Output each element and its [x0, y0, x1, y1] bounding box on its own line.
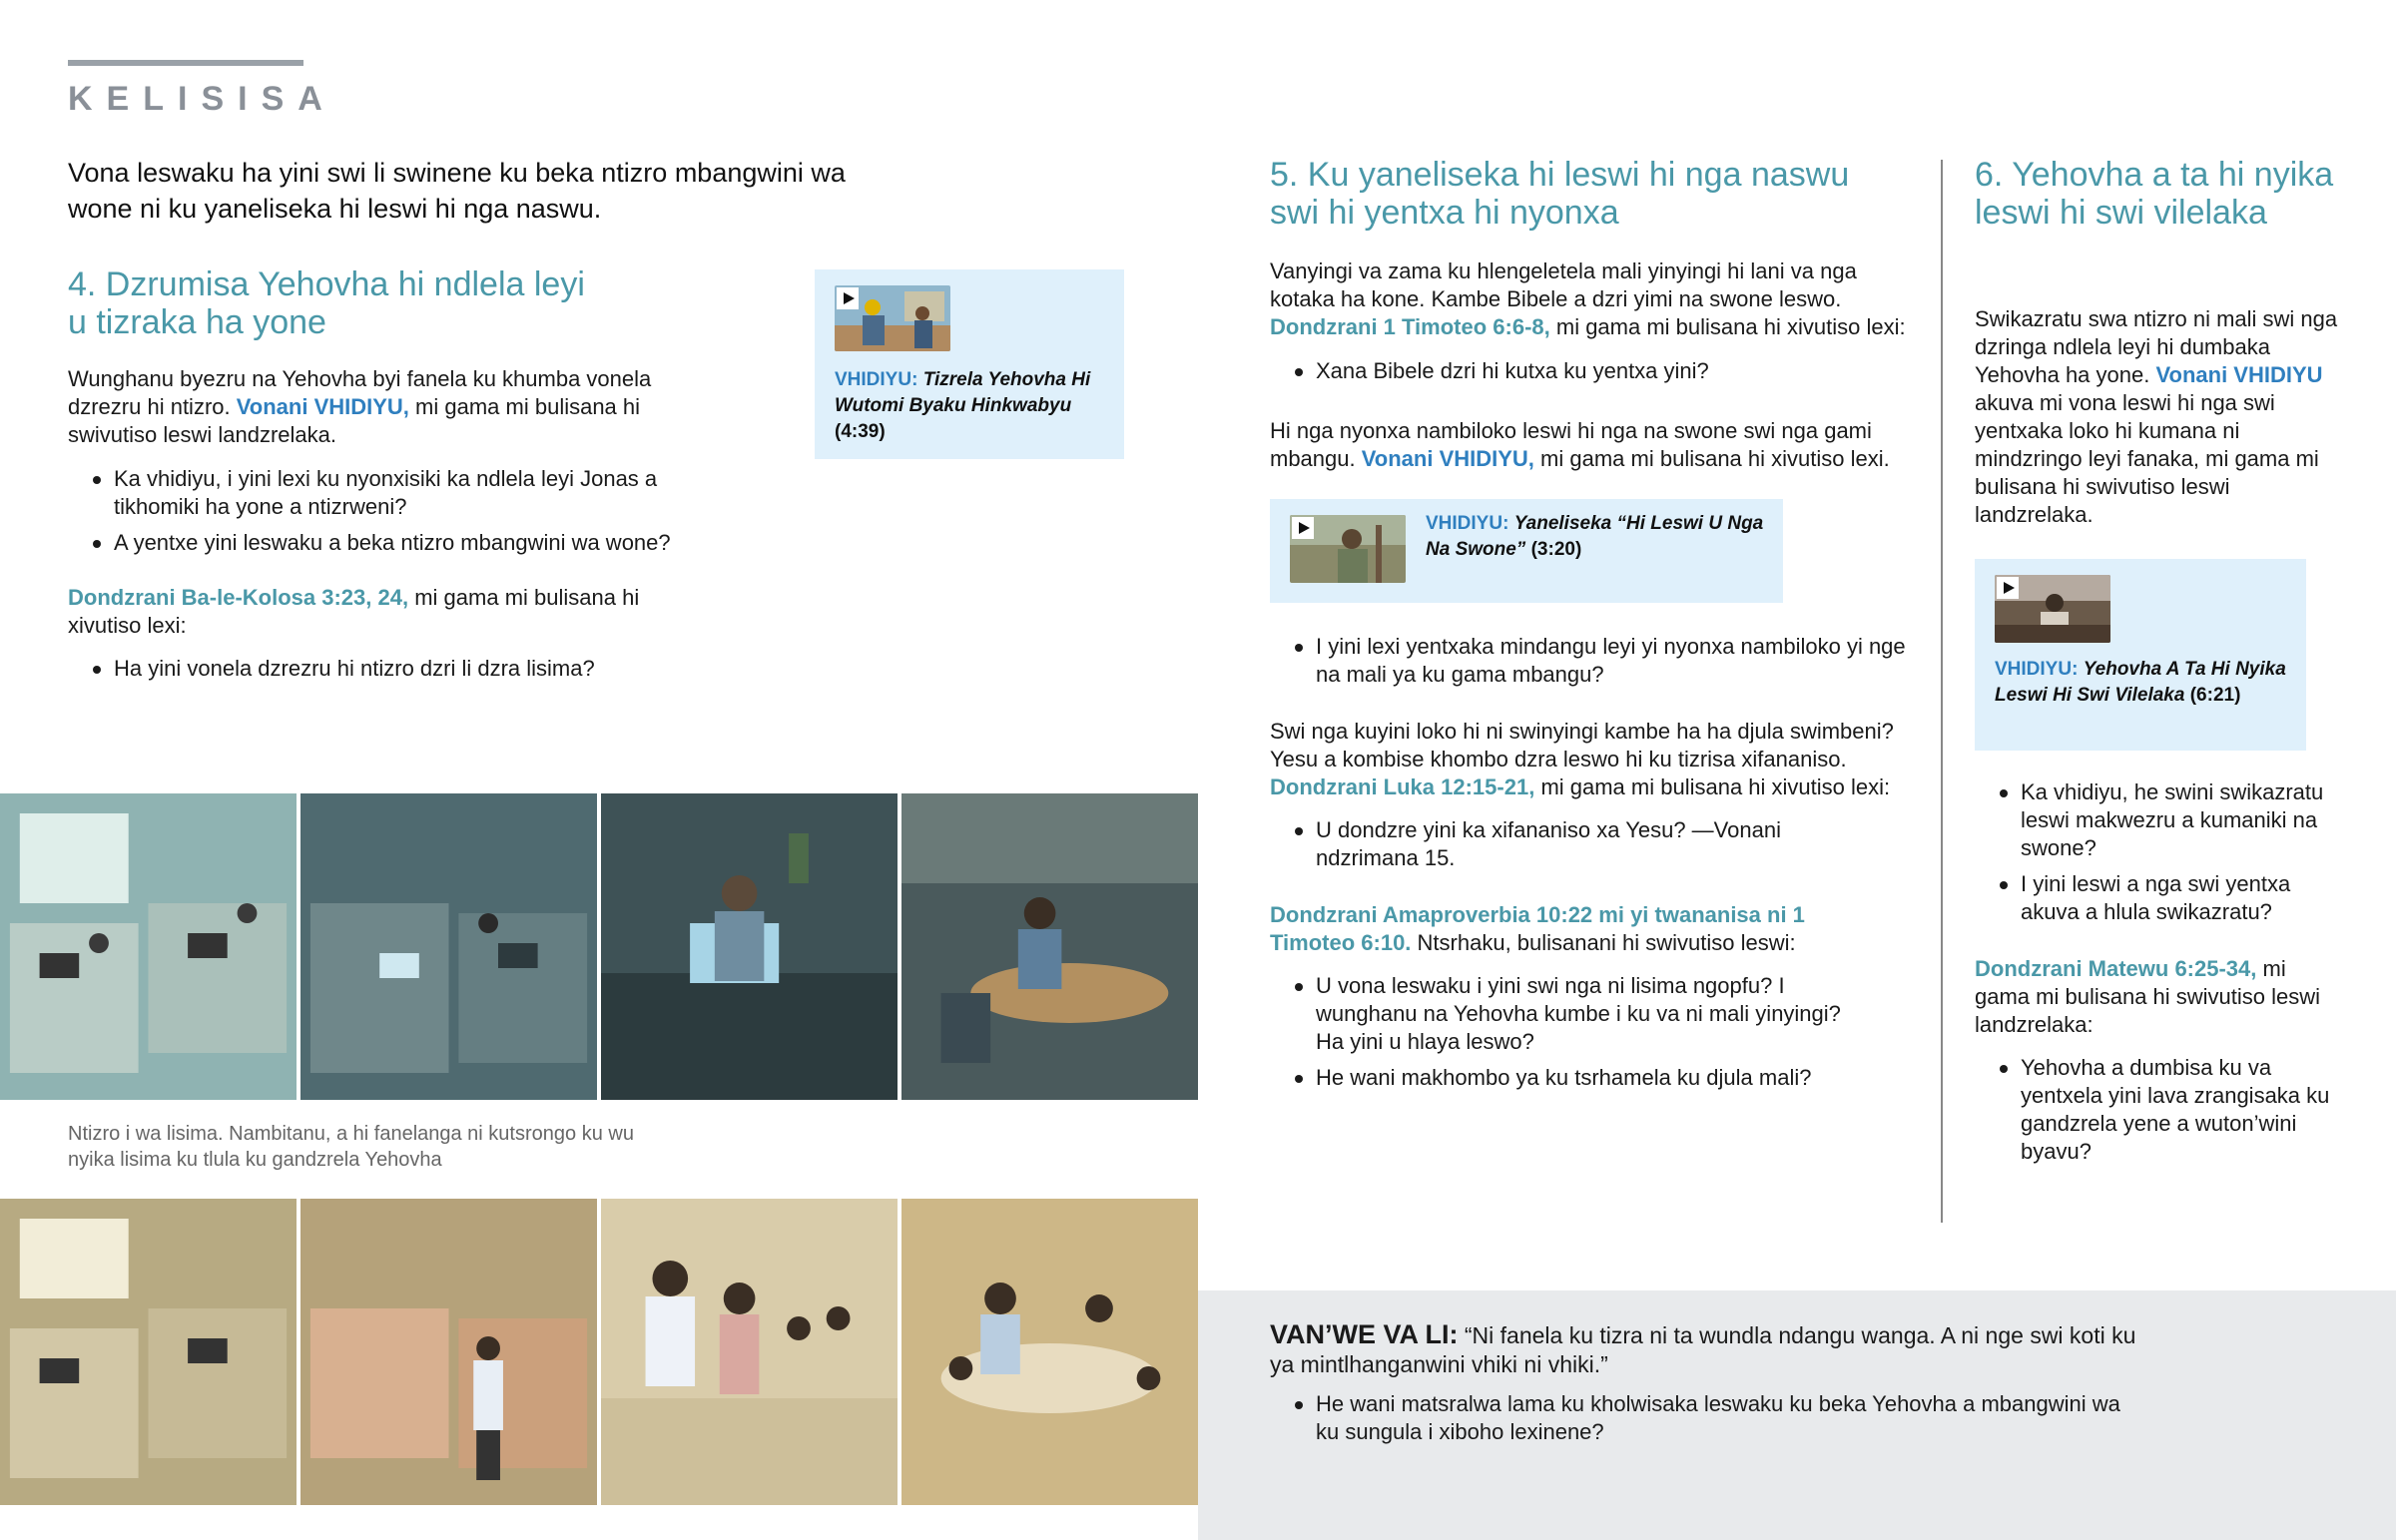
- objection-paragraph: [1270, 1320, 2148, 1379]
- office-day-image: [0, 793, 297, 1100]
- objection-quote: “Ni fanela ku tizra ni ta wundla ndangu wanga. A ni nge swi koti ku ya mintlhanganwini vhiki ni vhiki.”: [1270, 1322, 2136, 1377]
- illustration-panel-kitchen-night: [901, 793, 1198, 1100]
- section4-bullets: [68, 465, 747, 565]
- video-duration: (6:21): [2189, 685, 2241, 706]
- section5-read-after: Ntsrhaku, bulisanani hi swivutiso leswi:: [1417, 930, 1796, 955]
- meeting-image: [601, 1199, 898, 1505]
- office-day-warm-image: [0, 1199, 297, 1505]
- section6-heading: 6. Yehovha a ta hi nyika leswi hi swi vilelaka: [1975, 156, 2334, 232]
- section5-bullets2: [1270, 633, 1909, 697]
- section5-read-paragraph: [1270, 901, 1849, 957]
- section5-scripture-link3[interactable]: Dondzrani Amaproverbia 10:22 mi yi twananisa ni 1 Timoteo 6:10.: [1270, 902, 1805, 955]
- video-title: Yaneliseka “Hi Leswi U Nga Na Swone”: [1426, 513, 1764, 560]
- section5-para3-text: Swi nga kuyini loko hi ni swinyingi kambe ha ha djula swimbeni? Yesu a kombise khombo dzra leswo hi ku tizrisa xifananiso.: [1270, 719, 1894, 771]
- play-icon: [837, 287, 859, 309]
- office-night-image: [601, 793, 898, 1100]
- section5-paragraph1: [1270, 257, 1919, 341]
- list-item: I yini leswi a nga swi yentxa akuva a hlula swikazratu?: [1975, 870, 2334, 926]
- video-title: Tizrela Yehovha Hi Wutomi Byaku Hinkwabyu: [835, 369, 1091, 416]
- list-item: Yehovha a dumbisa ku va yentxela yini lava zrangisaka ku gandzrela yene a wuton’wini byavu?: [1975, 1054, 2334, 1166]
- section6-bullets2: [1975, 1054, 2334, 1174]
- office-leaving-image: [300, 1199, 597, 1505]
- list-item: Ka vhidiyu, he swini swikazratu leswi makwezru a kumaniki na swone?: [1975, 778, 2334, 862]
- video-label: VHIDIYU:: [835, 369, 918, 390]
- section6-paragraph: [1975, 305, 2344, 529]
- section5-heading: 5. Ku yaneliseka hi leswi hi nga naswu swi hi yentxa hi nyonxa: [1270, 156, 1850, 232]
- objection-box: [1198, 1290, 2396, 1540]
- section6-video-link[interactable]: Vonani VHIDIYU: [2155, 362, 2323, 387]
- section4-video-link[interactable]: Vonani VHIDIYU,: [236, 394, 409, 419]
- illustration-row-top: [0, 793, 1198, 1100]
- video-caption: [1426, 511, 1765, 563]
- section5-paragraph2: [1270, 417, 1929, 473]
- list-item: A yentxe yini leswaku a beka ntizro mbangwini wa wone?: [68, 529, 747, 557]
- section5-para1-after: mi gama mi bulisana hi xivutiso lexi:: [1555, 314, 1906, 339]
- section5-para2-text: Hi nga nyonxa nambiloko leswi hi nga na swone swi nga gami mbangu.: [1270, 418, 1872, 471]
- illustration-panel-family-meal: [901, 1199, 1198, 1505]
- section5-para3-after: mi gama mi bulisana hi xivutiso lexi:: [1540, 774, 1891, 799]
- play-icon: [1292, 517, 1314, 539]
- section4-read-after: mi gama mi bulisana hi xivutiso lexi:: [68, 585, 640, 638]
- section5-bullets3: [1270, 816, 1789, 880]
- section-label: KELISISA: [68, 80, 336, 118]
- video-thumbnail[interactable]: [835, 285, 950, 351]
- video-label: VHIDIYU:: [1995, 659, 2079, 680]
- list-item: He wani makhombo ya ku tsrhamela ku djula mali?: [1270, 1064, 1849, 1092]
- section4-heading: 4. Dzrumisa Yehovha hi ndlela leyi u tizraka ha yone: [68, 265, 585, 341]
- section5-video-card[interactable]: [1270, 499, 1783, 603]
- illustration-caption: Ntizro i wa lisima. Nambitanu, a hi fanelanga ni kutsrongo ku wu nyika lisima ku tlula ku gandzrela Yehovha: [68, 1123, 634, 1171]
- family-meal-image: [901, 1199, 1198, 1505]
- section5-para2-after: mi gama mi bulisana hi xivutiso lexi.: [1540, 446, 1890, 471]
- section6-para-text: Swikazratu swa ntizro ni mali swi nga dzringa ndlela leyi hi dumbaka Yehovha ha yone.: [1975, 306, 2338, 387]
- list-item: Ha yini vonela dzrezru hi ntizro dzri li dzra lisima?: [68, 655, 747, 683]
- section4-paragraph: [68, 365, 707, 449]
- section5-bullets1: [1270, 357, 1919, 393]
- section4-para-text: Wunghanu byezru na Yehovha byi fanela ku khumba vonela dzrezru hi ntizro.: [68, 366, 652, 419]
- section5-bullets4: [1270, 972, 1849, 1100]
- list-item: Ka vhidiyu, i yini lexi ku nyonxisiki ka ndlela leyi Jonas a tikhomiki ha yone a ntizrweni?: [68, 465, 747, 521]
- objection-bullets: [1270, 1390, 2148, 1454]
- section6-read-after: mi gama mi bulisana hi swivutiso leswi landzrelaka:: [1975, 956, 2321, 1037]
- illustration-panel-office-leaving: [300, 1199, 597, 1505]
- section6-para-after: akuva mi vona leswi hi nga swi yentxaka loko hi kumana ni mindzringo leyi fanaka, mi gama mi bulisana hi swivutiso leswi landzrelaka.: [1975, 390, 2319, 527]
- section4-para-after: mi gama mi bulisana hi swivutiso leswi landzrelaka.: [68, 394, 641, 447]
- list-item: U dondzre yini ka xifananiso xa Yesu? —Vonani ndzrimana 15.: [1270, 816, 1789, 872]
- illustration-panel-office-day-warm: [0, 1199, 297, 1505]
- section6-video-card[interactable]: [1975, 559, 2306, 751]
- list-item: U vona leswaku i yini swi nga ni lisima ngopfu? I wunghanu na Yehovha kumbe i ku va ni mali yinyingi? Ha yini u hlaya leswo?: [1270, 972, 1849, 1056]
- video-duration: (3:20): [1530, 539, 1582, 560]
- list-item: I yini lexi yentxaka mindangu leyi yi nyonxa nambiloko yi nge na mali ya ku gama mbangu?: [1270, 633, 1909, 689]
- video-thumbnail[interactable]: [1290, 515, 1406, 583]
- top-rule: [68, 60, 303, 66]
- section4-video-card[interactable]: [815, 269, 1124, 459]
- list-item: He wani matsralwa lama ku kholwisaka leswaku ku beka Yehovha a mbangwini wa ku sungula i xiboho lexinene?: [1270, 1390, 2148, 1446]
- illustration-row-bottom: [0, 1199, 1198, 1505]
- section4-bullets2: [68, 655, 747, 691]
- kitchen-night-image: [901, 793, 1198, 1100]
- column-divider: [1941, 160, 1943, 1223]
- objection-title: VAN’WE VA LI:: [1270, 1319, 1459, 1349]
- illustration-panel-office-day: [0, 793, 297, 1100]
- video-title: Yehovha A Ta Hi Nyika Leswi Hi Swi Vilelaka: [1995, 659, 2286, 706]
- video-duration: (4:39): [835, 421, 886, 442]
- video-label: VHIDIYU:: [1426, 513, 1509, 534]
- video-caption: [1995, 657, 2294, 709]
- illustration-panel-meeting: [601, 1199, 898, 1505]
- section6-scripture-link[interactable]: Dondzrani Matewu 6:25-34,: [1975, 956, 2257, 981]
- section6-read-paragraph: [1975, 955, 2344, 1039]
- video-caption: [835, 367, 1104, 445]
- intro-text: Vona leswaku ha yini swi li swinene ku beka ntizro mbangwini wa wone ni ku yaneliseka hi leswi hi nga naswu.: [68, 158, 846, 224]
- section5-para1-text: Vanyingi va zama ku hlengeletela mali yinyingi hi lani va nga kotaka ha kone. Kambe Bibele a dzri yimi na swone leswo.: [1270, 258, 1857, 311]
- section6-bullets1: [1975, 778, 2334, 934]
- illustration-panel-office-night: [601, 793, 898, 1100]
- video-thumbnail[interactable]: [1995, 575, 2110, 643]
- section4-scripture-link[interactable]: Dondzrani Ba-le-Kolosa 3:23, 24,: [68, 585, 409, 610]
- section5-video-link[interactable]: Vonani VHIDIYU,: [1361, 446, 1534, 471]
- play-icon: [1997, 577, 2019, 599]
- section5-scripture-link1[interactable]: Dondzrani 1 Timoteo 6:6-8,: [1270, 314, 1550, 339]
- list-item: Xana Bibele dzri hi kutxa ku yentxa yini?: [1270, 357, 1919, 385]
- section4-read-paragraph: [68, 584, 707, 640]
- illustration-panel-office-evening: [300, 793, 597, 1100]
- section5-scripture-link2[interactable]: Dondzrani Luka 12:15-21,: [1270, 774, 1535, 799]
- section5-paragraph3: [1270, 718, 1919, 801]
- office-evening-image: [300, 793, 597, 1100]
